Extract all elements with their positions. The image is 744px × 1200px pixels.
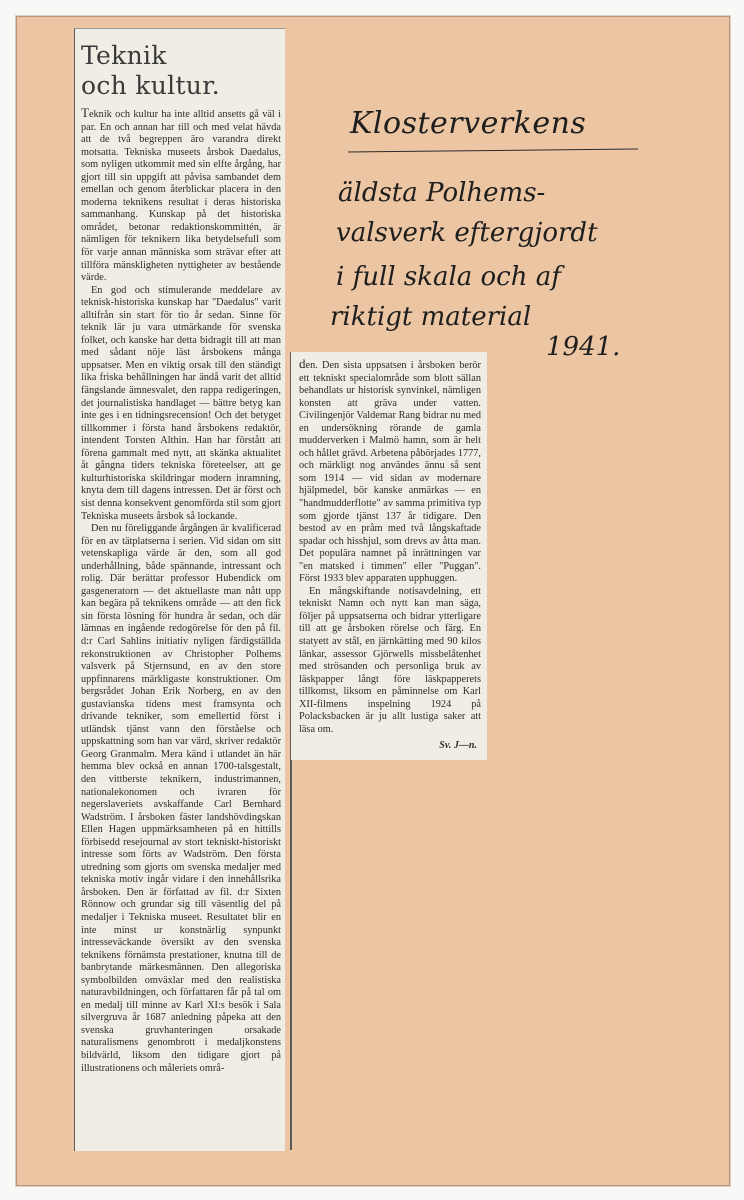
column-rule xyxy=(290,760,292,1150)
newspaper-clipping-right-column xyxy=(290,352,487,760)
handwritten-note-line: valsverk eftergjordt xyxy=(336,218,598,248)
clipping-headline xyxy=(75,29,285,107)
newspaper-clipping-left-column xyxy=(74,28,285,1151)
paragraph: den. Den sista uppsatsen i årsboken berör ett tekniskt specialområde som blott sällan behandlats ur historisk synvinkel, nämligen konsten att gräva under vatten. Civilingenjör Valdemar Rang bidrar nu med en undersökning rörande de gamla mudderverken i Malmö hamn, som är helt och hållet grävd. Arbetena påbörjades 1777, och märkligt nog användes ännu så sent som 1914 — vid sidan av modernare hjälpmedel, bör kanske anmärkas — en "handmudderflotte" av samma primitiva typ som gjorde tjänst 137 år tidigare. Den bestod av en pråm med två långskaftade spadar och hisshjul, som drevs av åtta man. Det populära namnet på inrättningen var "en matsked i timmen" eller "Puggan". Först 1933 blev apparaten upphuggen. xyxy=(299,356,481,585)
handwritten-title: Klosterverkens xyxy=(350,106,587,141)
handwritten-note-line: riktigt material xyxy=(330,302,532,332)
headline-line-2: och kultur. xyxy=(81,71,220,100)
paragraph: Den nu föreliggande årgången är kvalificerad för en av tätplatserna i serien. Vid sidan om sitt vetenskapliga värde är den, som all god underhållning, både spännande, intressant och rolig. Där berättar professor Hubendick om gasgeneratorn — det aktuellaste man nått upp kan begära på teknikens område — att den fick sin första lösning för hundra år sedan, och där lämnas en ingående redogörelse för den på fil. d:r Carl Sahlins initiativ nyligen färdigställda rekonstruktionen av Christopher Polhems valsverk på Stjernsund, en av den store uppfinnarens märkligaste konstruktioner. Om bergsrådet Johan Erik Norberg, en av den gustavianska tidens mest framsynta och drivande tekniker, som emellertid först i utländsk tjänst vann den förståelse och uppskattning som han var värd, skriver redaktör Georg Granmalm. Mera känd i utlandet än här hemma blev också en annan 1700-talsgestalt, den vittberste teknikern, industrimannen, nationalekonomen och ivraren för negerslaveriets avskaffande Carl Bernhard Wadström. I årsboken fäster landshövdingskan Ellen Hagen uppmärksamheten på en hittills förbisedd resejournal av stort tekniskt-historiskt intresse som förts av Wadström. Den första utredning som gjorts om svenska medaljer med tekniska motiv ingår vidare i den innehållsrika årsboken. Den är författad av fil. d:r Sixten Rönnow och grundar sig till väsentlig del på medaljer i Tekniska museet. Resultatet blir en inte minst ur konstnärlig synpunkt intresseväckande översikt av den svenska teknikens förnämsta prestationer, knutna till de banbrytande märkesmännen. Den allegoriska symbolbilden omväxlar med den realistiska naturavbildningen, och författaren får på tal om en medalj till minne av Karl XI:s besök i Sala silvergruva år 1687 anledning påpeka att den svenska gruvhanteringen orsakade naturalismens genombrott i medaljkonstens bildvärld, liksom den tidigare gjort på illustrationens och måleriets områ- xyxy=(81,523,281,1074)
article-body-col2 xyxy=(291,352,487,736)
author-signature: Sv. J—n. xyxy=(439,740,477,752)
article-body-col1 xyxy=(75,107,285,1075)
paragraph: En mångskiftande notisavdelning, ett tekniskt Namn och nytt kan man säga, följer på uppsatserna och bidrar ytterligare till att ge årsboken rörelse och färg. En statyett av stål, en järnkätting med 90 kilos länkar, assessor Gjörwells missbelåtenhet med strösanden och personliga bruk av läskpapper långt före läskpapperets tillkomst, liksom en påminnelse om Karl XII-filmens inspelning 1924 på Polacksbacken är ju allt lustiga saker att läsa om. xyxy=(299,585,481,735)
handwritten-year: 1941. xyxy=(546,332,621,362)
headline-line-1: Teknik xyxy=(81,41,167,70)
paragraph: Teknik och kultur ha inte alltid ansetts gå väl i par. En och annan har till och med velat hävda att de två begreppen äro varandra direkt motsatta. Tekniska museets årsbok Daedalus, som nyligen utkommit med sin elfte årgång, har gjort till sin uppgift att påvisa sambandet dem emellan och genom återblickar placera in den moderna teknikens resultat i deras historiska sammanhang. Kunskap på det historiska området, betonar redaktionskommittén, är nämligen för teknikern lika betydelsefull som för varje annan människa som strävar efter att tillföra mänskligheten nyttigheter av bestående värde. xyxy=(81,105,281,284)
handwritten-note-line: äldsta Polhems- xyxy=(338,178,546,208)
handwritten-note-line: i full skala och af xyxy=(336,262,561,292)
paragraph: En god och stimulerande meddelare av teknisk-historiska kunskap har "Daedalus" varit alltifrån sin start för tio år sedan. Sinne för teknik lär ju vara utmärkande för svenska folket, och kanske har detta bidragit till att man med sådant nöje läst årsbokens många uppsatser. Men en viktig orsak till den ständigt lika friska behållningen har ändå varit det alltid fängslande ämnesvalet, den rappa redigeringen, det journalistiska handlaget — bättre betyg kan inte ges i en tidningsrecension! Och det betyget tillkommer i första hand årsbokens redaktör, intendent Torsten Althin. Han har förstått att förena gammalt med nytt, att skänka aktualitet åt gångna tiders tekniska företeelser, att ge kulturhistoriska skildringar modern inramning, knyta dem till dagens intressen. Det är först och sist denna konsekvent genomförda stil som gjort Tekniska museets årsbok så lockande. xyxy=(81,284,281,522)
